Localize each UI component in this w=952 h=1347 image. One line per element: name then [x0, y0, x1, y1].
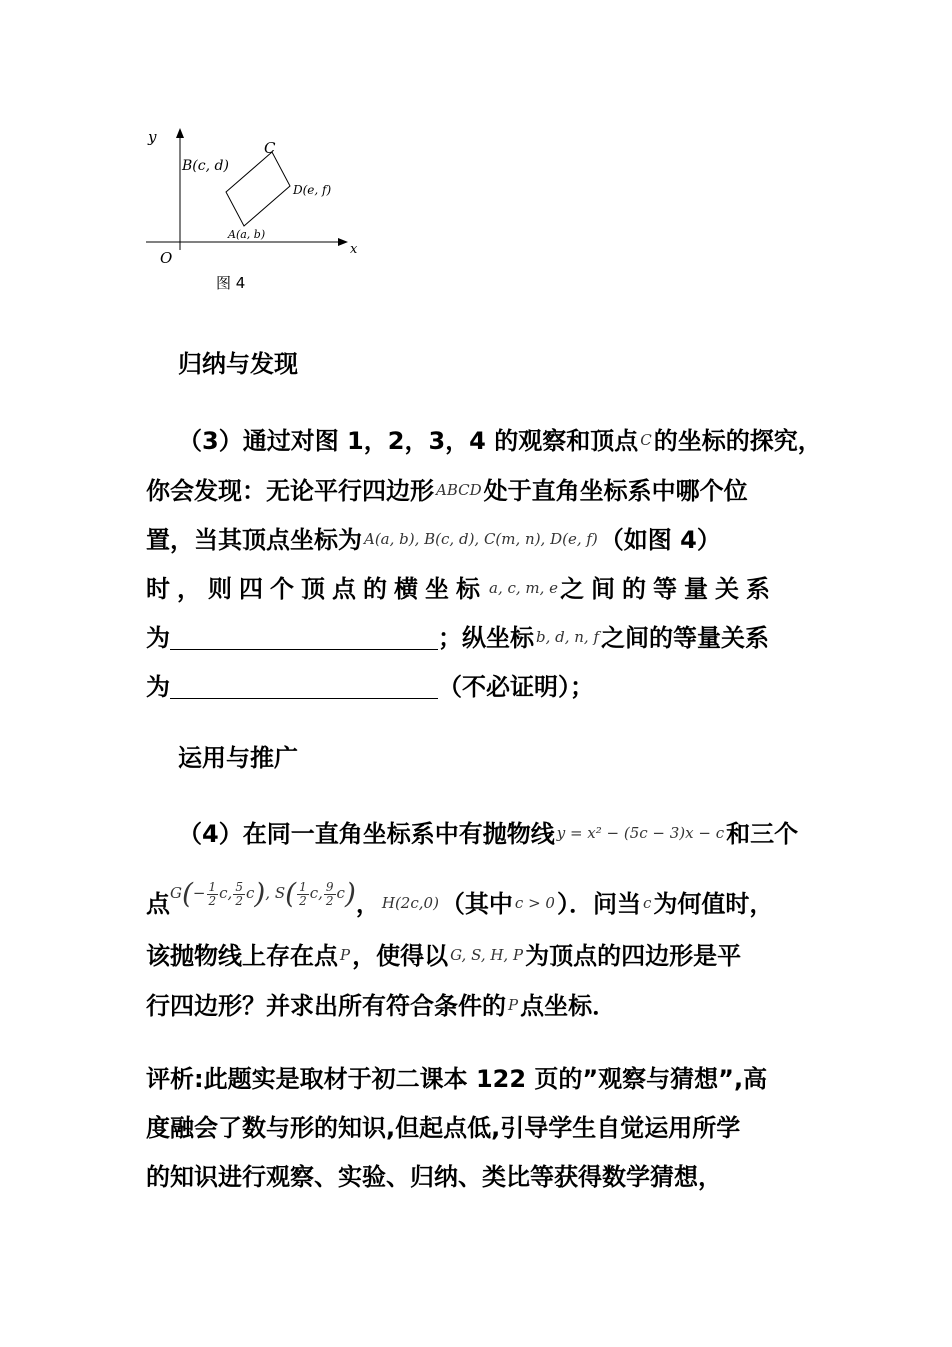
point-d-label: D(e, f): [293, 183, 332, 197]
origin-label: O: [160, 249, 173, 267]
text: （其中: [440, 890, 513, 918]
den: 2: [299, 893, 307, 908]
den: 2: [235, 893, 243, 908]
y-axis-label: y: [148, 128, 157, 146]
text: 该抛物线上存在点: [146, 942, 338, 970]
num: 9: [325, 879, 334, 894]
text: 之间的等量关系: [560, 575, 778, 603]
point-c-label: C: [264, 139, 276, 157]
text: ，使得以: [352, 942, 449, 970]
text: 行四边形？并求出所有符合条件的: [146, 992, 506, 1020]
p3-line-3: [146, 524, 826, 555]
math-parabola: y = x² − (5c − 3)x − c: [556, 824, 725, 842]
p4-line-3: [146, 940, 826, 971]
text: （不必证明）；: [438, 673, 594, 701]
paren: (: [285, 877, 297, 910]
text: 你会发现：无论平行四边形: [146, 477, 434, 505]
num: 1: [299, 879, 307, 894]
paren: ): [344, 877, 356, 910]
text: c: [245, 884, 255, 902]
text: 时，则四个顶点的横坐标: [146, 575, 487, 603]
math-x-coords: a, c, m, e: [489, 579, 559, 597]
math-p: P: [508, 996, 519, 1014]
frac: [233, 881, 245, 908]
analysis-line-3: 的知识进行观察、实验、归纳、类比等获得数学猜想，: [146, 1163, 722, 1191]
text: −: [192, 884, 206, 902]
math-c: c: [642, 894, 652, 912]
answer-blank-x[interactable]: [170, 627, 438, 650]
figure-4: [138, 122, 368, 302]
point-b-label: B(c, d): [182, 158, 229, 174]
figure-caption: 图 4: [216, 274, 246, 292]
text: c,: [309, 884, 323, 902]
math-point-h: H(2c,0): [381, 894, 439, 912]
den: 2: [325, 893, 334, 908]
point-a-label: A(a, b): [228, 228, 266, 241]
answer-blank-y[interactable]: [170, 676, 438, 699]
text: G: [170, 884, 182, 902]
num: 1: [208, 879, 217, 894]
math-vertices: A(a, b), B(c, d), C(m, n), D(e, f): [364, 530, 598, 548]
text: S: [274, 884, 286, 902]
text: 为: [146, 624, 170, 652]
text: 为何值时，: [653, 890, 774, 918]
x-axis-label: x: [350, 242, 358, 257]
p4-line-2: [146, 866, 826, 920]
text: （3）通过对图 1，2，3，4 的观察和顶点: [178, 427, 639, 455]
heading-application: 运用与推广: [178, 744, 298, 772]
frac: [207, 881, 219, 908]
frac: [297, 881, 309, 908]
paren: (: [181, 877, 193, 910]
text: ）．问当: [556, 890, 641, 918]
num: 5: [235, 879, 243, 894]
y-axis-arrow-icon: [176, 128, 184, 138]
text: （4）在同一直角坐标系中有抛物线: [178, 820, 555, 848]
math-condition: c > 0: [514, 894, 555, 912]
math-point-g: [170, 866, 356, 921]
math-y-coords: b, d, n, f: [536, 628, 600, 646]
text: 处于直角坐标系中哪个位: [483, 477, 748, 505]
text: 点: [146, 890, 170, 918]
text: （如图 4）: [599, 526, 721, 554]
p4-line-1: [178, 818, 826, 849]
text: ,: [265, 884, 271, 902]
analysis-line-1: 评析:此题实是取材于初二课本 122 页的”观察与猜想”,高: [146, 1065, 768, 1093]
p4-line-4: [146, 990, 826, 1021]
parallelogram-abcd: [226, 152, 290, 226]
text: 为: [146, 673, 170, 701]
math-c: C: [640, 431, 652, 449]
text: 和三个: [726, 820, 799, 848]
p3-line-4: [146, 573, 826, 604]
math-gshp: G, S, H, P: [450, 946, 524, 964]
analysis-line-2: 度融会了数与形的知识,但起点低,引导学生自觉运用所学: [146, 1114, 741, 1142]
p3-line-1: [178, 425, 826, 456]
frac: [324, 881, 336, 908]
p3-line-5: [146, 622, 826, 653]
text: 的坐标的探究，: [653, 427, 822, 455]
x-axis-arrow-icon: [338, 238, 348, 246]
heading-induction: 归纳与发现: [178, 350, 298, 378]
p3-line-6: [146, 672, 826, 702]
math-p: P: [340, 946, 351, 964]
text: 点坐标．: [520, 992, 617, 1020]
paren: ): [254, 877, 266, 910]
den: 2: [208, 893, 217, 908]
text: 为顶点的四边形是平: [525, 942, 742, 970]
p3-line-2: [146, 475, 826, 506]
text: 之间的等量关系: [601, 624, 770, 652]
text: ，: [355, 890, 380, 918]
text: ；纵坐标: [438, 624, 534, 652]
math-abcd: ABCD: [436, 481, 482, 499]
text: 置，当其顶点坐标为: [146, 526, 362, 554]
text: c,: [219, 884, 233, 902]
text: c: [336, 884, 345, 902]
